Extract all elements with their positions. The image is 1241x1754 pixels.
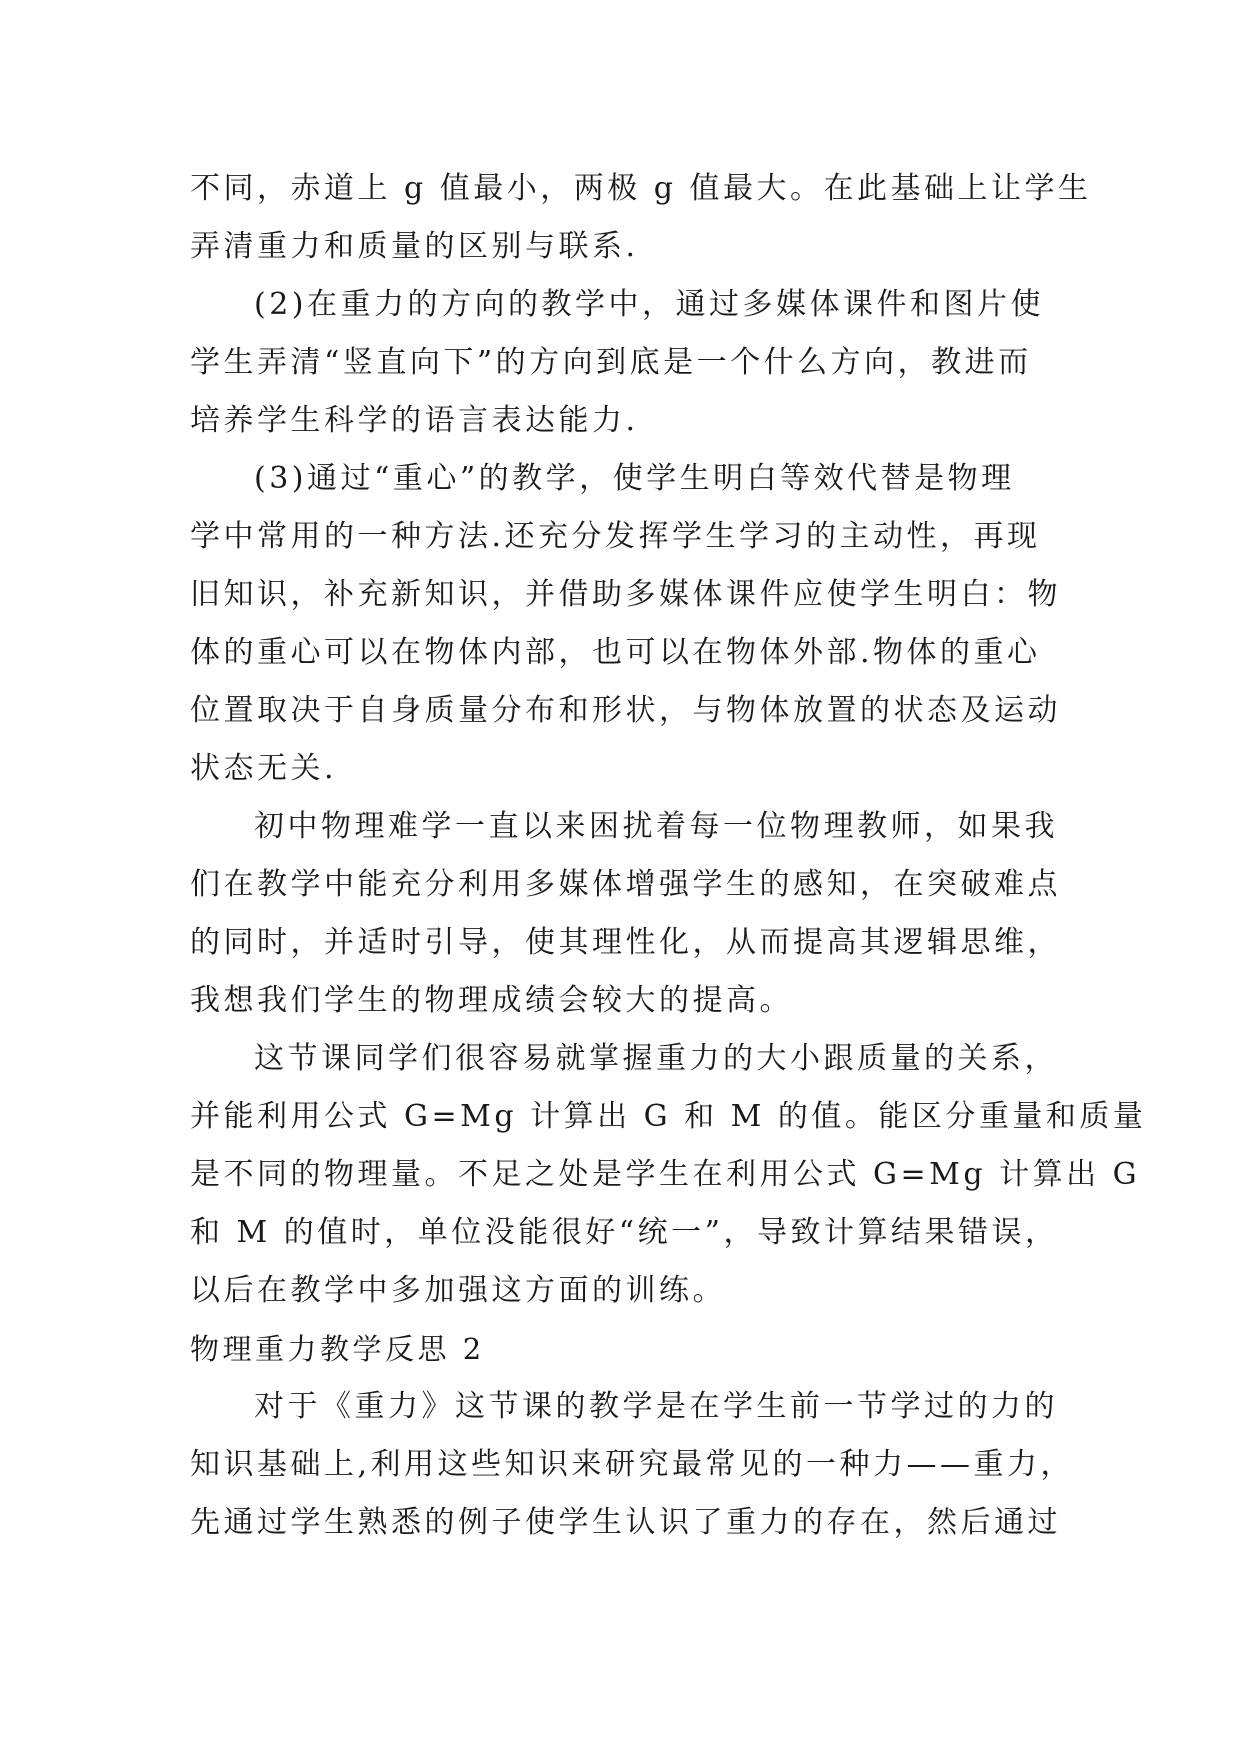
document-page <box>190 160 1147 1552</box>
text-line: 不同，赤道上 g 值最小，两极 g 值最大。在此基础上让学生 <box>190 171 1092 206</box>
text-line: 是不同的物理量。不足之处是学生在利用公式 G=Mg 计算出 G <box>190 1157 1141 1192</box>
text-line: 状态无关. <box>190 751 338 786</box>
text-line: 并能利用公式 G=Mg 计算出 G 和 M 的值。能区分重量和质量 <box>190 1099 1147 1134</box>
text-line: 以后在教学中多加强这方面的训练。 <box>190 1273 726 1308</box>
section-heading: 物理重力教学反思 2 <box>190 1332 485 1366</box>
text-line: 先通过学生熟悉的例子使学生认识了重力的存在，然后通过 <box>190 1505 1061 1540</box>
text-line: 知识基础上,利用这些知识来研究最常见的一种力——重力， <box>190 1447 1075 1482</box>
text-line: 初中物理难学一直以来困扰着每一位物理教师，如果我 <box>254 809 1058 844</box>
text-line: 位置取决于自身质量分布和形状，与物体放置的状态及运动 <box>190 693 1061 728</box>
text-line: 学生弄清“竖直向下”的方向到底是一个什么方向，教进而 <box>190 345 1032 380</box>
text-line: 体的重心可以在物体内部，也可以在物体外部.物体的重心 <box>190 635 1041 670</box>
text-line: 们在教学中能充分利用多媒体增强学生的感知，在突破难点 <box>190 867 1061 902</box>
text-line: 学中常用的一种方法.还充分发挥学生学习的主动性，再现 <box>190 519 1041 554</box>
section-2-body <box>190 1378 1075 1552</box>
text-line: 对于《重力》这节课的教学是在学生前一节学过的力的 <box>254 1389 1058 1424</box>
text-line: 旧知识，补充新知识，并借助多媒体课件应使学生明白：物 <box>190 577 1061 612</box>
text-line: 和 M 的值时，单位没能很好“统一”，导致计算结果错误， <box>190 1215 1059 1250</box>
text-line: 我想我们学生的物理成绩会较大的提高。 <box>190 983 793 1018</box>
text-line: 弄清重力和质量的区别与联系. <box>190 229 639 264</box>
text-line: 这节课同学们很容易就掌握重力的大小跟质量的关系， <box>254 1041 1058 1076</box>
body-text <box>190 160 1147 1320</box>
text-line: (3)通过“重心”的教学，使学生明白等效代替是物理 <box>254 461 1015 496</box>
text-line: 培养学生科学的语言表达能力. <box>190 403 639 438</box>
text-line: 的同时，并适时引导，使其理性化，从而提高其逻辑思维， <box>190 925 1061 960</box>
text-line: (2)在重力的方向的教学中，通过多媒体课件和图片使 <box>254 287 1044 322</box>
